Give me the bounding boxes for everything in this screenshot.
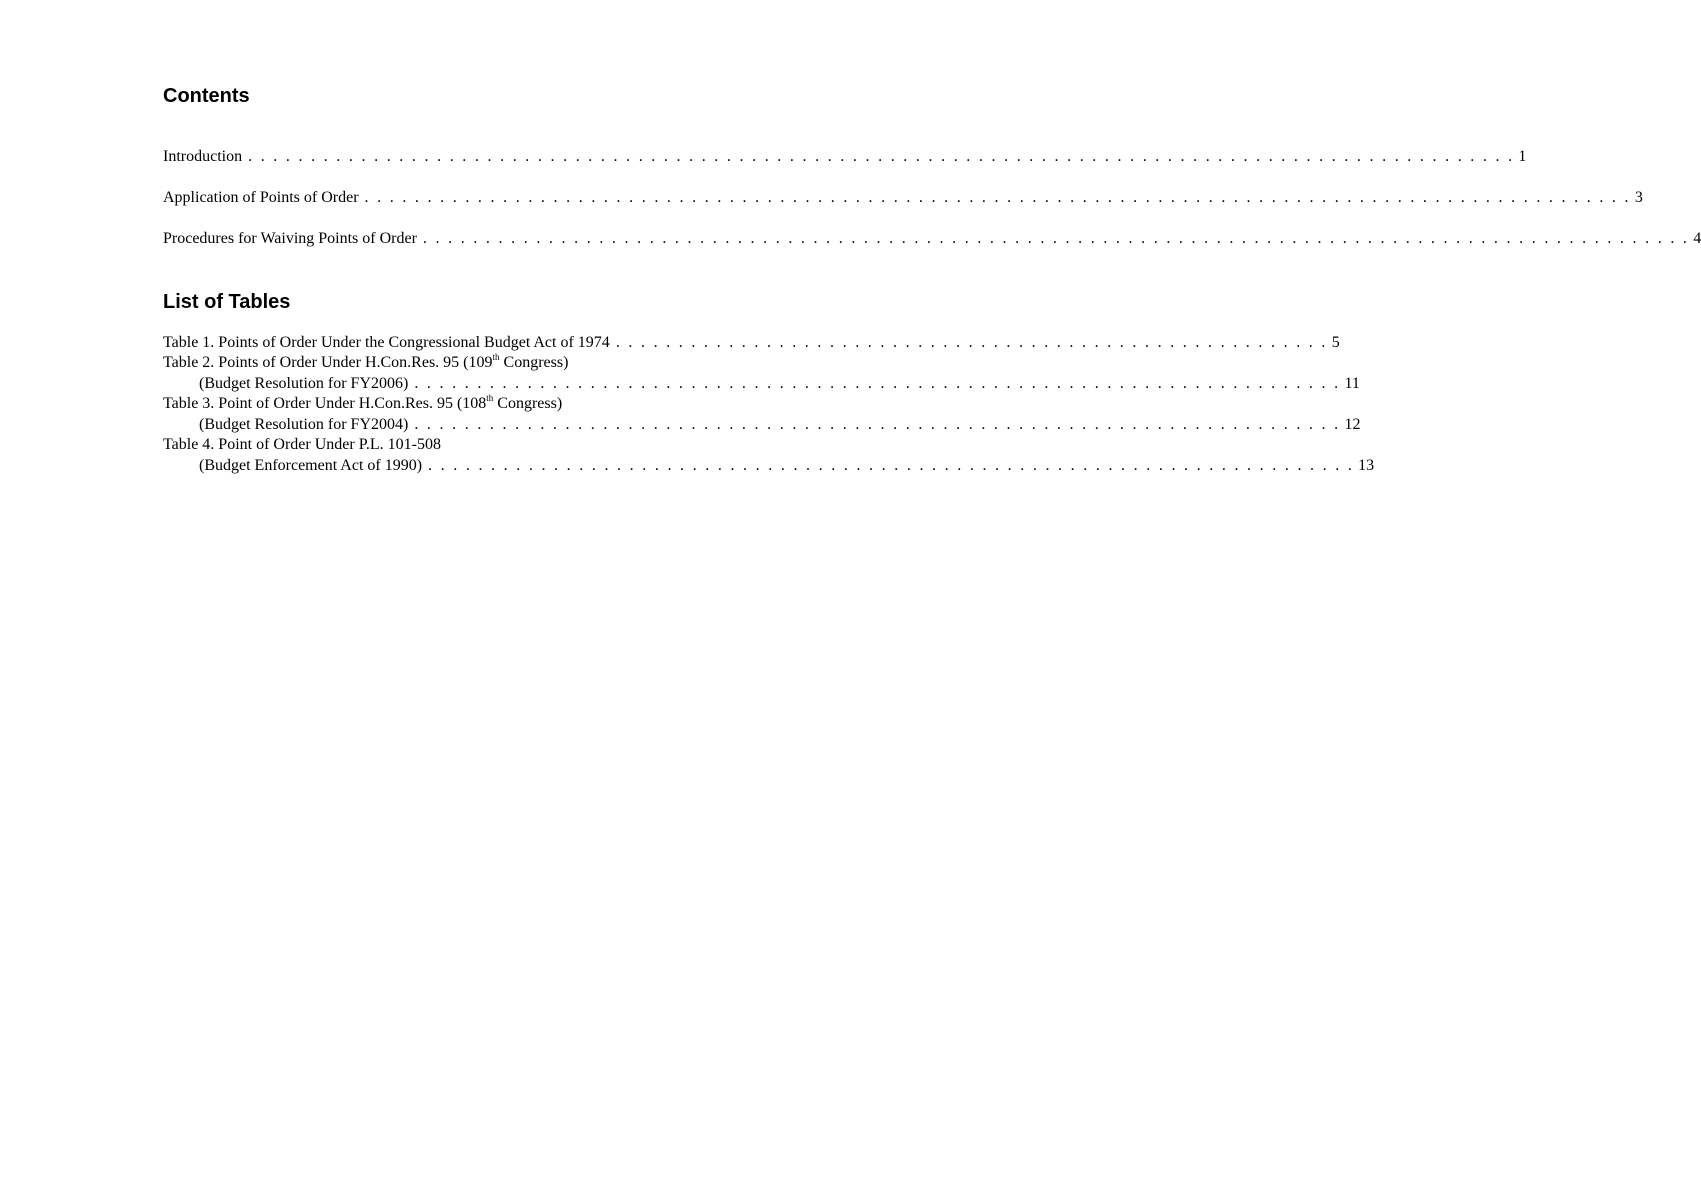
table-entry-text: (Budget Resolution for FY2006) [199,375,409,392]
table-entry-text: (Budget Resolution for FY2004) [199,416,409,433]
leader-dots: . . . . . . . . . . . . . . . . . . . . . . . . . . . . . . . . . . . . . . . . . . . . . . . . . . . . . . . . . [615,334,1328,351]
toc-entry-text: Procedures for Waiving Points of Order [163,230,417,247]
toc-entry-application[interactable] [163,188,1643,208]
toc-entry-procedures[interactable] [163,229,1701,249]
table-entry-3-line-1[interactable] [163,394,758,414]
toc-page-number: 4 [1693,230,1701,247]
leader-dots: . . . . . . . . . . . . . . . . . . . . . . . . . . . . . . . . . . . . . . . . . . . . . . . . . . . . . . . . . . . . . . . . . . . . . . . . . . [414,375,1341,392]
table-entry-text: Table 4. Point of Order Under P.L. 101-508 [163,436,441,453]
toc-entry-text: Introduction [163,148,243,165]
toc-entry-introduction[interactable] [163,147,1527,167]
list-of-tables-heading: List of Tables [163,291,291,313]
table-entry-text: Table 1. Points of Order Under the Congressional Budget Act of 1974 [163,334,610,351]
table-page-number: 13 [1358,457,1375,474]
table-entry-2-line-2[interactable] [199,374,1360,394]
table-page-number: 5 [1331,334,1340,351]
table-page-number: 11 [1344,375,1360,392]
toc-page-number: 1 [1518,148,1527,165]
leader-dots: . . . . . . . . . . . . . . . . . . . . . . . . . . . . . . . . . . . . . . . . . . . . . . . . . . . . . . . . . . . . . . . . . . . . . . . . . . [428,457,1355,474]
table-entry-4-line-1[interactable] [163,435,758,455]
leader-dots: . . . . . . . . . . . . . . . . . . . . . . . . . . . . . . . . . . . . . . . . . . . . . . . . . . . . . . . . . . . . . . . . . . . . . . . . . . . . . . . . . . . . . . . . . . . . . . . . . . . . . [422,230,1690,247]
table-entry-text: Table 3. Point of Order Under H.Con.Res. 95 (108th Congress) [163,392,563,412]
toc-page-number: 3 [1634,189,1643,206]
table-entry-4-line-2[interactable] [199,456,1375,476]
table-entry-2-line-1[interactable] [163,353,758,373]
leader-dots: . . . . . . . . . . . . . . . . . . . . . . . . . . . . . . . . . . . . . . . . . . . . . . . . . . . . . . . . . . . . . . . . . . . . . . . . . . . . . . . . . . . . . . . . . . . . . . . . . . . . . [248,148,1515,165]
table-entry-1[interactable] [163,333,1340,353]
table-entry-3-line-2[interactable] [199,415,1361,435]
table-entry-text: Table 2. Points of Order Under H.Con.Res. 95 (109th Congress) [163,351,569,371]
contents-heading: Contents [163,85,250,107]
table-page-number: 12 [1344,416,1361,433]
leader-dots: . . . . . . . . . . . . . . . . . . . . . . . . . . . . . . . . . . . . . . . . . . . . . . . . . . . . . . . . . . . . . . . . . . . . . . . . . . . . . . . . . . . . . . . . . . . . . . . . . . . . . [364,189,1631,206]
toc-entry-text: Application of Points of Order [163,189,359,206]
table-entry-text: (Budget Enforcement Act of 1990) [199,457,423,474]
leader-dots: . . . . . . . . . . . . . . . . . . . . . . . . . . . . . . . . . . . . . . . . . . . . . . . . . . . . . . . . . . . . . . . . . . . . . . . . . . [414,416,1341,433]
